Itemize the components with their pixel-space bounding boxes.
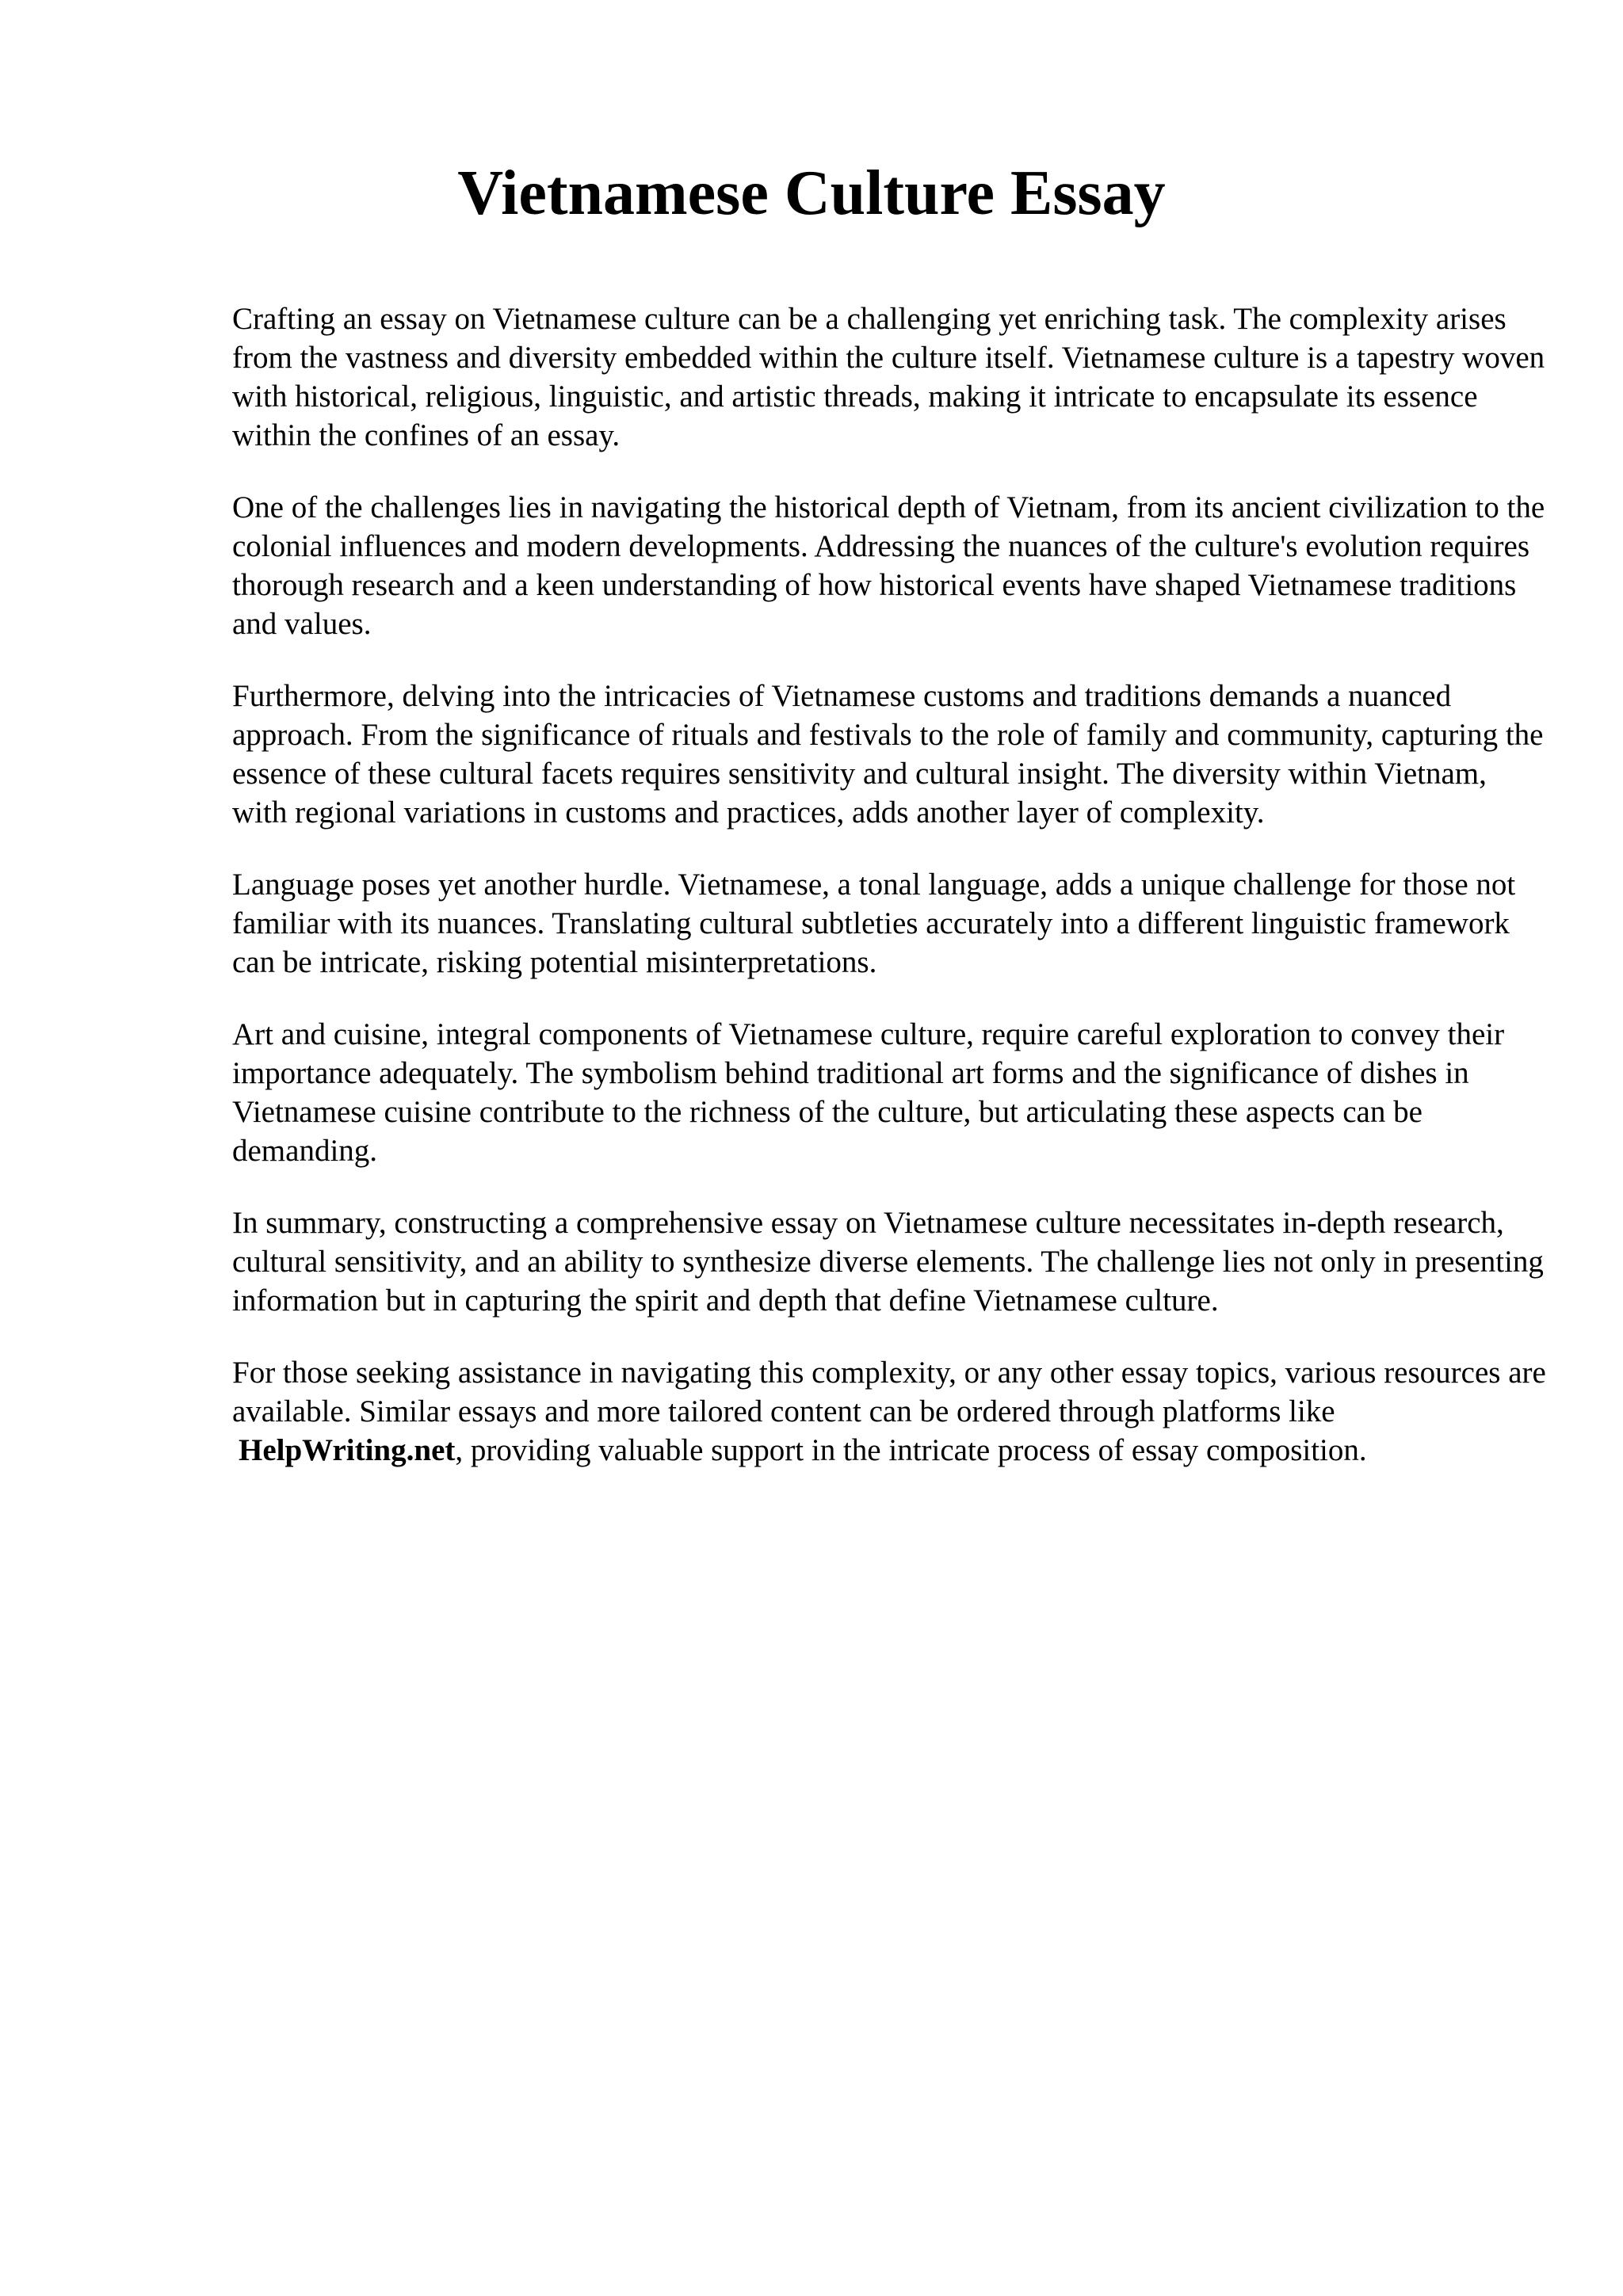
paragraph-4: Language poses yet another hurdle. Vietnamese, a tonal language, adds a unique challenge for those not familiar with its nuances. Translating cultural subtleties accurately into a different linguistic framework can be intricate, risking potential misinterpretations. bbox=[232, 868, 1516, 979]
paragraph-2: One of the challenges lies in navigating the historical depth of Vietnam, from its ancient civilization to the colonial influences and modern developments. Addressing the nuances of the culture's evolution requires thorough research and a keen understanding of how historical events have shaped Vietnamese traditions and values. bbox=[232, 490, 1545, 641]
paragraph-7 bbox=[232, 1353, 1548, 1470]
paragraph-7-intro: For those seeking assistance in navigating this complexity, or any other essay topics, various resources are available. Similar essays and more tailored content can be ordered through platforms like bbox=[232, 1356, 1546, 1428]
page-title: Vietnamese Culture Essay bbox=[457, 158, 1166, 228]
paragraph-7-outro: , providing valuable support in the intricate process of essay composition. bbox=[455, 1433, 1367, 1467]
paragraph-6: In summary, constructing a comprehensive essay on Vietnamese culture necessitates in-depth research, cultural sensitivity, and an ability to synthesize diverse elements. The challenge lies not only in presenting information but in capturing the spirit and depth that define Vietnamese culture. bbox=[232, 1206, 1544, 1318]
paragraph-3: Furthermore, delving into the intricacies of Vietnamese customs and traditions demands a nuanced approach. From the significance of rituals and festivals to the role of family and community, capturing the essence of these cultural facets requires sensitivity and cultural insight. The diversity within Vietnam, with regional variations in customs and practices, adds another layer of complexity. bbox=[232, 679, 1544, 830]
brand-name: HelpWriting.net bbox=[239, 1433, 456, 1467]
paragraph-5: Art and cuisine, integral components of Vietnamese culture, require careful exploration to convey their importance adequately. The symbolism behind traditional art forms and the significance of dishes in Vietnamese cuisine contribute to the richness of the culture, but articulating these aspects can be demanding. bbox=[232, 1017, 1505, 1168]
essay-body bbox=[232, 299, 1548, 1503]
paragraph-1: Crafting an essay on Vietnamese culture can be a challenging yet enriching task. The complexity arises from the vastness and diversity embedded within the culture itself. Vietnamese culture is a tapestry woven with historical, religious, linguistic, and artistic threads, making it intricate to encapsulate its essence within the confines of an essay. bbox=[232, 302, 1545, 452]
